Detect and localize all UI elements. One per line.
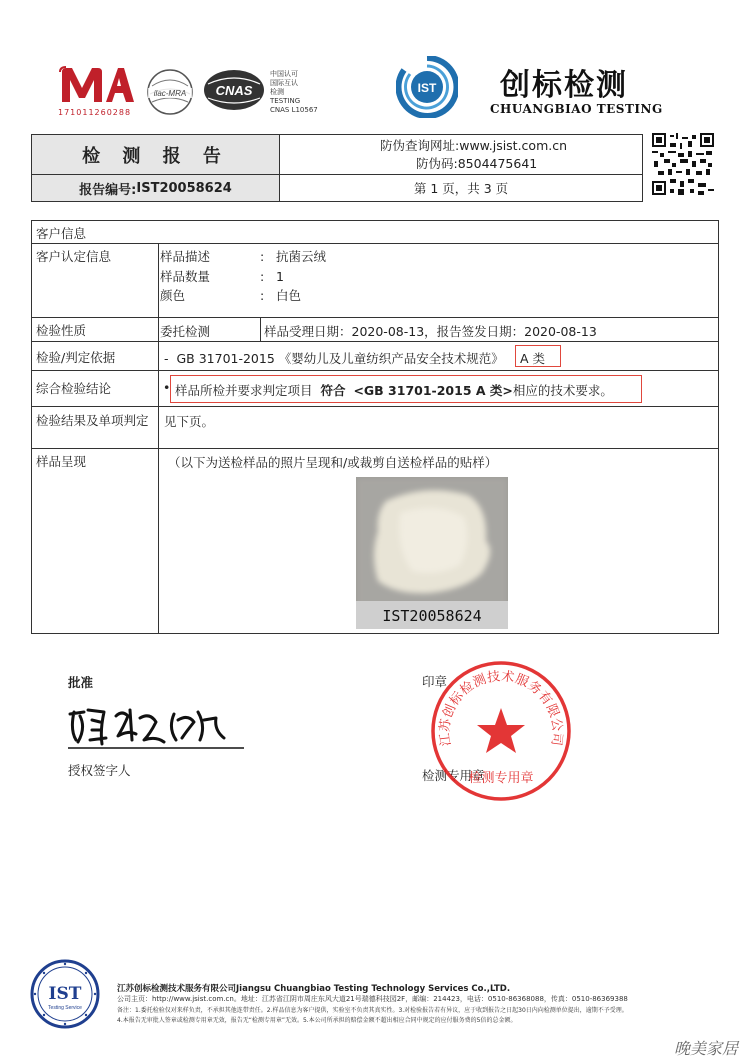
- sample-photo: [356, 477, 508, 629]
- svg-text:IST: IST: [48, 984, 82, 1004]
- report-main-table: [31, 220, 719, 634]
- conclusion-bullet: •: [163, 380, 171, 395]
- handwritten-signature: [66, 700, 246, 752]
- row-basis: [32, 342, 718, 371]
- sample-photo-label: IST20058624: [382, 607, 482, 625]
- results-label: 检验结果及单项判定: [32, 407, 159, 448]
- cma-number: 171011260288: [58, 108, 132, 117]
- svg-text:Testing Service: Testing Service: [48, 1005, 82, 1011]
- row-results: [32, 407, 718, 449]
- footer-contact: 公司主页：http://www.jsist.com.cn。地址：江苏省江阴市周庄东风大道21号瑞德科技园2F，邮编：214423，电话：0510-86368088，传真：0510-86369388: [117, 995, 628, 1003]
- results-value: 见下页。: [164, 414, 215, 429]
- qr-code[interactable]: [652, 133, 714, 195]
- dates-info: 样品受理日期：2020-08-13，报告签发日期：2020-08-13: [264, 324, 597, 339]
- verification-info: 防伪查询网址:www.jsist.com.cn 防伪码:8504475641: [280, 135, 642, 175]
- report-number: 报告编号: IST20058624: [32, 175, 280, 201]
- seal-caption: 检测专用章: [422, 768, 485, 783]
- customer-confirmed-label: 客户认定信息: [32, 244, 159, 317]
- test-nature-label: 检验性质: [32, 318, 159, 341]
- brand-name-cn: 创标检测: [500, 68, 628, 103]
- footer-note-2: 4.本报告无审批人签章或检测专用章无效，报告无“检测专用章”无效。5.本公司所承担的赔偿金额不超出相应合同中规定的应付服务费的5倍的总金额。: [117, 1017, 517, 1024]
- ilac-mra-logo: [144, 68, 196, 116]
- sample-show-note: （以下为送检样品的照片呈现和/或裁剪自送检样品的贴样）: [168, 455, 498, 470]
- seal-bottom-text: 检测专用章: [468, 771, 534, 786]
- approve-label: 批准: [68, 675, 94, 690]
- report-title: 检 测 报 告: [32, 135, 280, 175]
- divider: [260, 318, 261, 341]
- svg-text:CNAS: CNAS: [215, 83, 253, 98]
- basis-class: A 类: [520, 351, 546, 366]
- cma-logo: [58, 66, 134, 104]
- color-value: 白色: [276, 288, 302, 303]
- seal-label: 印章: [422, 674, 448, 689]
- color-label: 颜色: [160, 288, 186, 303]
- sample-attributes: 样品描述 : 抗菌云绒 样品数量 : 1 颜色 : 白色: [160, 247, 326, 306]
- footer-ist-seal-logo: [30, 959, 100, 1029]
- footer-company: 江苏创标检测技术服务有限公司Jiangsu Chuangbiao Testing Technology Services Co.,LTD.: [117, 984, 511, 994]
- sample-qty-value: 1: [276, 268, 284, 284]
- report-header-table: [31, 134, 643, 202]
- ist-logo: [396, 56, 458, 118]
- verify-url-link[interactable]: www.jsist.com.cn: [459, 138, 568, 153]
- cnas-caption: 中国认可 国际互认 检测 TESTING CNAS L10567: [270, 70, 318, 114]
- seal-ring-text: 江苏创标检测技术服务有限公司: [437, 669, 565, 748]
- sample-show-label: 样品呈现: [32, 449, 159, 633]
- basis-class-box: [515, 345, 561, 367]
- customer-info-label: 客户信息: [36, 226, 87, 241]
- sample-desc-value: 抗菌云绒: [276, 249, 327, 264]
- footer-note-1: 备注：1.委托检验仅对来样负责，不承担其他连带责任。2.样品信息为客户提供，实验室不负责其真实性。3.对检验报告若有异议，应于收到报告之日起30日内向检测单位提出，逾期不予受理。: [117, 1007, 628, 1014]
- conclusion-box: [170, 375, 642, 403]
- basis-value: - GB 31701-2015 《婴幼儿及儿童纺织产品安全技术规范》: [164, 351, 504, 366]
- watermark: 晚美家居: [673, 1039, 738, 1058]
- brand-name-en: CHUANGBIAO TESTING: [490, 102, 663, 116]
- page-info: 第 1 页，共 3 页: [413, 181, 509, 196]
- test-nature-value: 委托检测: [160, 324, 211, 339]
- signer-label: 授权签字人: [68, 763, 131, 778]
- conclusion-text: 样品所检并要求判定项目 符合 <GB 31701-2015 A 类>相应的技术要求。: [175, 383, 613, 398]
- row-conclusion: [32, 371, 718, 407]
- svg-text:IST: IST: [417, 81, 437, 95]
- company-seal: [428, 658, 574, 804]
- svg-text:ilac-MRA: ilac-MRA: [153, 89, 187, 98]
- row-test-nature: [32, 318, 718, 342]
- cnas-logo: [202, 68, 266, 112]
- row-customer-confirmed: [32, 244, 718, 318]
- row-customer-info: [32, 221, 718, 244]
- conclusion-label: 综合检验结论: [32, 371, 159, 406]
- basis-label: 检验/判定依据: [32, 342, 159, 370]
- sample-desc-label: 样品描述: [160, 249, 211, 264]
- sample-qty-label: 样品数量: [160, 268, 211, 284]
